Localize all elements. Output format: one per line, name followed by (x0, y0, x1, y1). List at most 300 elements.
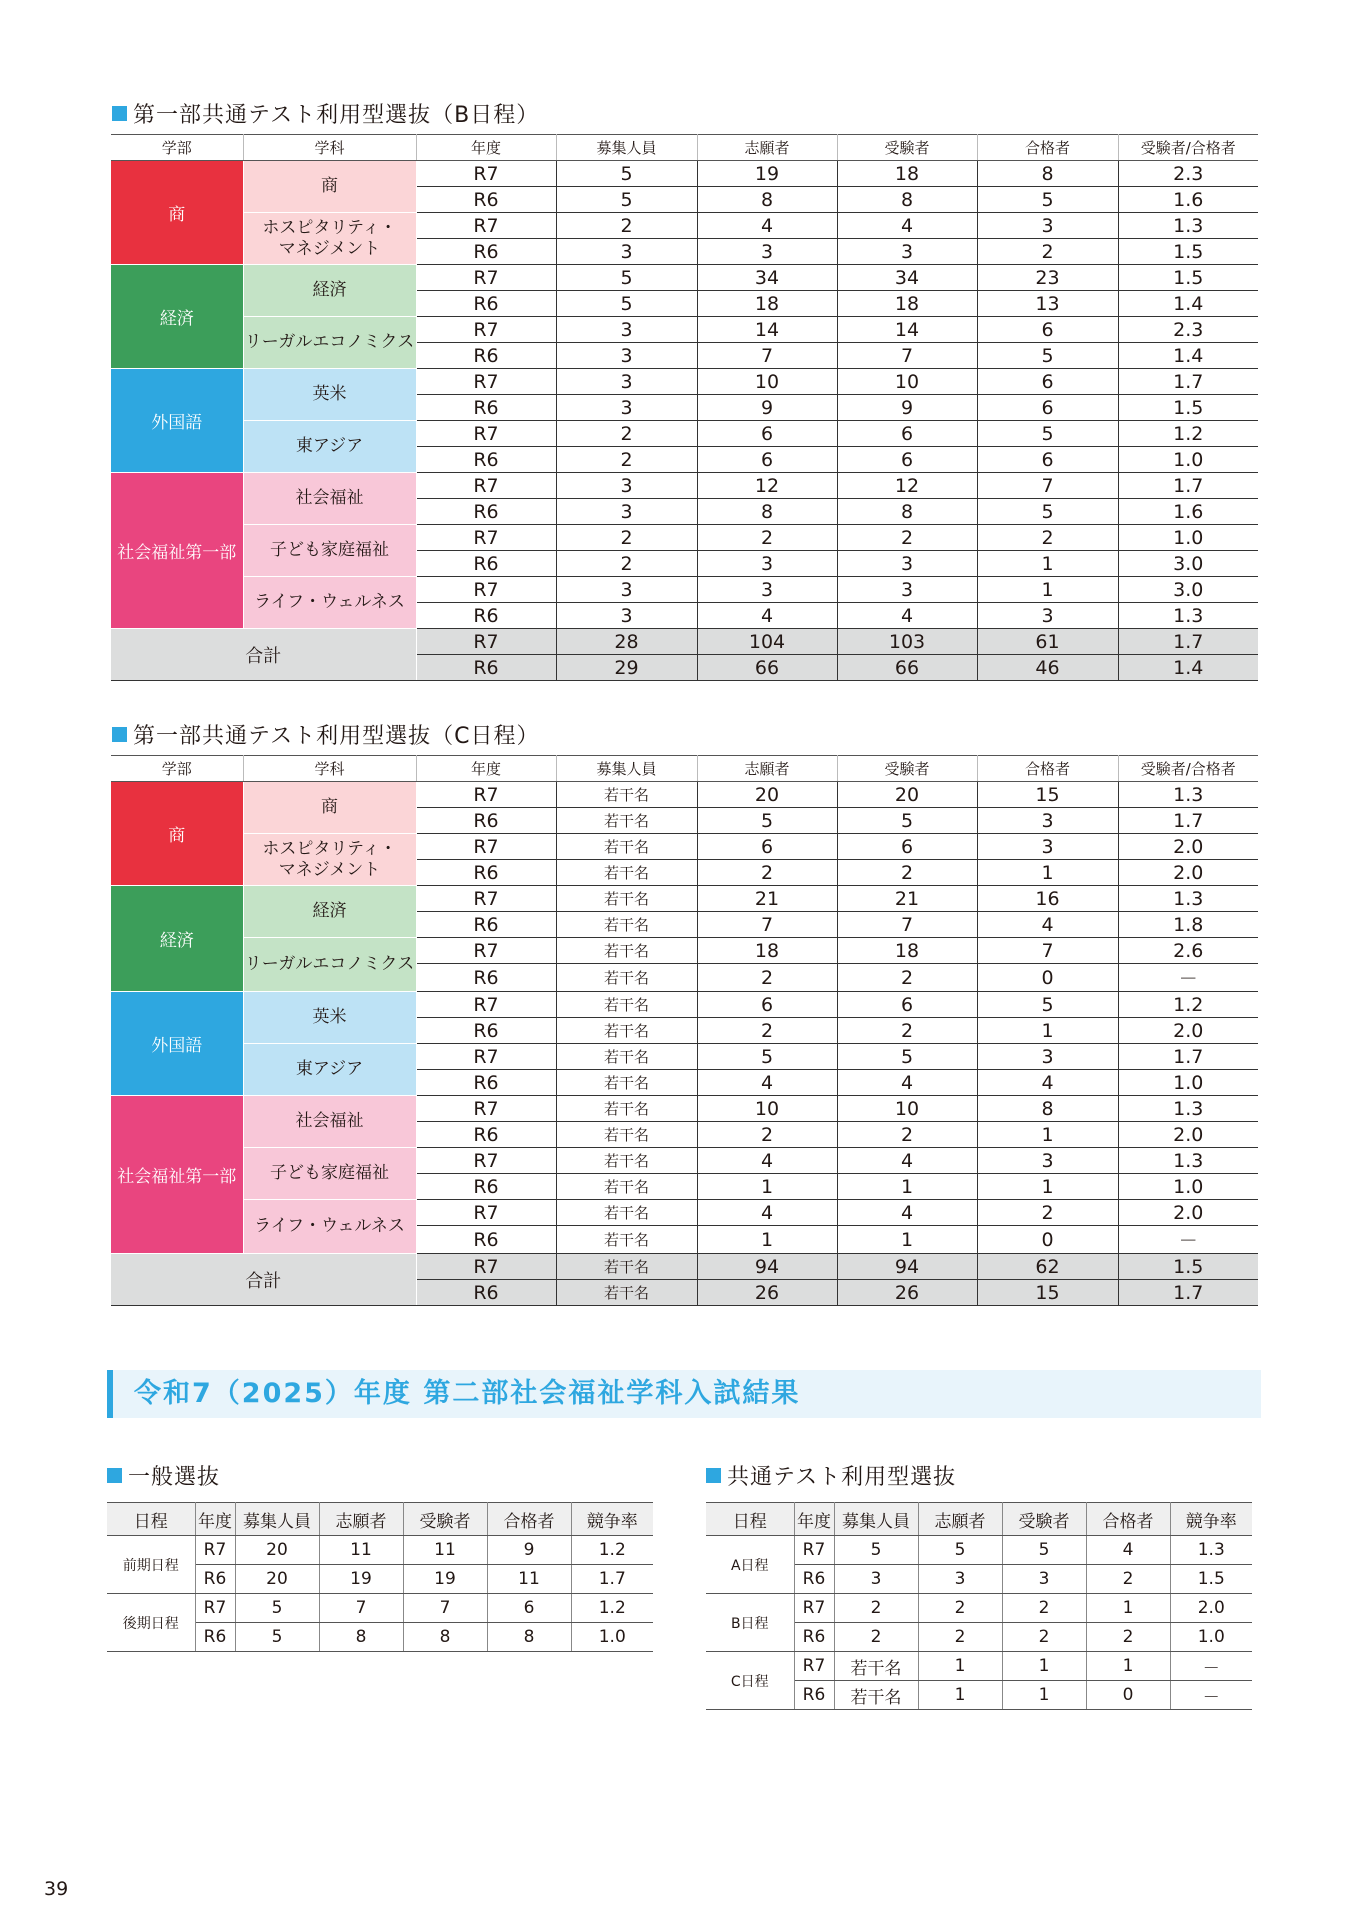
data-cell: 2 (1002, 1623, 1086, 1652)
data-cell: R7 (416, 1096, 556, 1122)
data-cell: R7 (794, 1536, 834, 1565)
data-cell: 3 (697, 239, 837, 265)
table-row (706, 1594, 1252, 1623)
data-cell: 18 (697, 938, 837, 964)
data-cell: 若干名 (556, 1096, 697, 1122)
department-cell: 経済 (243, 886, 416, 938)
department-cell: 経済 (243, 265, 416, 317)
data-cell: 6 (837, 447, 977, 473)
table-header-row (706, 1503, 1252, 1536)
data-cell: R6 (794, 1681, 834, 1710)
header-cell: 競争率 (571, 1503, 653, 1536)
department-cell: リーガルエコノミクス (243, 938, 416, 992)
data-cell: 若干名 (556, 938, 697, 964)
department-line: マネジメント (278, 859, 381, 880)
data-cell: 2 (834, 1623, 918, 1652)
data-cell: 5 (556, 291, 697, 317)
data-cell: R7 (416, 938, 556, 964)
data-cell: 9 (837, 395, 977, 421)
data-cell: 8 (319, 1623, 403, 1652)
data-cell: 18 (837, 938, 977, 964)
data-cell: 20 (837, 782, 977, 808)
data-cell: R6 (416, 239, 556, 265)
data-cell: 5 (235, 1594, 319, 1623)
data-cell: 若干名 (556, 1148, 697, 1174)
header-cell: 受験者/合格者 (1118, 135, 1258, 161)
department-cell: 東アジア (243, 1044, 416, 1096)
header-cell: 日程 (706, 1503, 794, 1536)
data-cell: － (1118, 964, 1258, 992)
data-cell: 5 (834, 1536, 918, 1565)
data-cell: 1.2 (1118, 992, 1258, 1018)
data-cell: 3 (977, 213, 1118, 239)
data-cell: R6 (416, 603, 556, 629)
header-cell: 志願者 (918, 1503, 1002, 1536)
data-cell: R6 (416, 964, 556, 992)
data-cell: 94 (697, 1254, 837, 1280)
data-cell: 若干名 (556, 912, 697, 938)
data-cell: 11 (403, 1536, 487, 1565)
common-heading (706, 1460, 956, 1491)
table-row (111, 577, 1258, 603)
data-cell: 若干名 (556, 1254, 697, 1280)
data-cell: R7 (416, 782, 556, 808)
table-row (111, 421, 1258, 447)
data-cell: 3 (556, 343, 697, 369)
schedule-cell: B日程 (706, 1594, 794, 1652)
data-cell: 1.6 (1118, 187, 1258, 213)
data-cell: 若干名 (556, 1174, 697, 1200)
data-cell: 4 (697, 603, 837, 629)
header-cell: 合格者 (977, 756, 1118, 782)
total-label: 合計 (111, 629, 416, 681)
data-cell: 2.3 (1118, 317, 1258, 343)
data-cell: 2 (837, 964, 977, 992)
data-cell: 2 (697, 860, 837, 886)
data-cell: 11 (319, 1536, 403, 1565)
schedule-cell: A日程 (706, 1536, 794, 1594)
data-cell: 2 (556, 213, 697, 239)
data-cell: 4 (697, 1200, 837, 1226)
faculty-cell: 外国語 (111, 369, 243, 473)
department-cell: 商 (243, 782, 416, 834)
data-cell: 1 (1002, 1652, 1086, 1681)
data-cell: 62 (977, 1254, 1118, 1280)
data-cell: R7 (416, 1044, 556, 1070)
data-cell: 1.7 (1118, 473, 1258, 499)
data-cell: 5 (556, 187, 697, 213)
header-cell: 募集人員 (556, 756, 697, 782)
data-cell: R6 (416, 499, 556, 525)
data-cell: 3 (556, 603, 697, 629)
common-title: 共通テスト利用型選抜 (727, 1465, 957, 1490)
data-cell: 1 (1086, 1652, 1170, 1681)
data-cell: 8 (697, 187, 837, 213)
section-c-title: 第一部共通テスト利用型選抜（C日程） (133, 724, 540, 749)
section-b-table (111, 134, 1258, 681)
data-cell: 6 (697, 447, 837, 473)
data-cell: 5 (977, 992, 1118, 1018)
data-cell: 1.0 (1118, 1070, 1258, 1096)
data-cell: 6 (977, 369, 1118, 395)
banner-accent-bar (107, 1370, 113, 1418)
data-cell: R7 (416, 629, 556, 655)
department-cell: 東アジア (243, 421, 416, 473)
data-cell: 1 (697, 1226, 837, 1254)
data-cell: 10 (697, 1096, 837, 1122)
department-cell: 子ども家庭福祉 (243, 1148, 416, 1200)
data-cell: R7 (416, 525, 556, 551)
data-cell: 1.2 (571, 1594, 653, 1623)
data-cell: 6 (837, 834, 977, 860)
data-cell: 3.0 (1118, 577, 1258, 603)
data-cell: 18 (697, 291, 837, 317)
data-cell: R6 (416, 1018, 556, 1044)
data-cell: 1.2 (1118, 421, 1258, 447)
data-cell: 若干名 (556, 964, 697, 992)
department-cell: 英米 (243, 992, 416, 1044)
table-row (111, 213, 1258, 239)
department-cell: ライフ・ウェルネス (243, 1200, 416, 1254)
data-cell: 5 (977, 343, 1118, 369)
data-cell: 1.7 (1118, 369, 1258, 395)
data-cell: 6 (977, 395, 1118, 421)
department-cell: 英米 (243, 369, 416, 421)
general-title: 一般選抜 (128, 1465, 221, 1490)
data-cell: 6 (697, 834, 837, 860)
schedule-cell: C日程 (706, 1652, 794, 1710)
data-cell: 1.3 (1118, 603, 1258, 629)
data-cell: 4 (977, 912, 1118, 938)
data-cell: R7 (416, 1254, 556, 1280)
header-cell: 募集人員 (556, 135, 697, 161)
data-cell: 2 (697, 525, 837, 551)
header-cell: 受験者 (837, 135, 977, 161)
faculty-cell: 外国語 (111, 992, 243, 1096)
data-cell: 3 (556, 369, 697, 395)
department-cell: 子ども家庭福祉 (243, 525, 416, 577)
data-cell: 1 (977, 551, 1118, 577)
general-table (107, 1502, 653, 1652)
table-row (107, 1536, 653, 1565)
data-cell: 5 (697, 808, 837, 834)
table-row (111, 992, 1258, 1018)
table-row (111, 1044, 1258, 1070)
data-cell: 2 (697, 1122, 837, 1148)
data-cell: 7 (977, 473, 1118, 499)
data-cell: 2 (837, 525, 977, 551)
data-cell: 4 (1086, 1536, 1170, 1565)
department-cell: ライフ・ウェルネス (243, 577, 416, 629)
data-cell: 2 (556, 421, 697, 447)
data-cell: R7 (416, 421, 556, 447)
data-cell: R6 (416, 860, 556, 886)
data-cell: 6 (697, 421, 837, 447)
data-cell: 2 (837, 860, 977, 886)
data-cell: 1.5 (1170, 1565, 1252, 1594)
header-cell: 合格者 (487, 1503, 571, 1536)
data-cell: 8 (837, 187, 977, 213)
data-cell: R7 (416, 369, 556, 395)
table-row (111, 317, 1258, 343)
data-cell: 1.3 (1118, 1148, 1258, 1174)
data-cell: 0 (977, 964, 1118, 992)
department-cell (243, 213, 416, 265)
data-cell: 2 (977, 525, 1118, 551)
faculty-cell: 商 (111, 782, 243, 886)
data-cell: 5 (235, 1623, 319, 1652)
data-cell: 3 (697, 551, 837, 577)
data-cell: 2 (837, 1018, 977, 1044)
data-cell: 2 (1086, 1565, 1170, 1594)
data-cell: 28 (556, 629, 697, 655)
table-row (111, 1096, 1258, 1122)
data-cell: 20 (697, 782, 837, 808)
data-cell: R7 (416, 1148, 556, 1174)
header-cell: 学部 (111, 135, 243, 161)
data-cell: 1.7 (1118, 1044, 1258, 1070)
table-row (111, 938, 1258, 964)
header-cell: 日程 (107, 1503, 195, 1536)
data-cell: R7 (416, 1200, 556, 1226)
section-c-table (111, 755, 1258, 1306)
data-cell: 3 (556, 239, 697, 265)
header-cell: 合格者 (977, 135, 1118, 161)
data-cell: 2 (697, 964, 837, 992)
square-bullet-icon (107, 1468, 122, 1483)
data-cell: R6 (416, 551, 556, 577)
data-cell: 15 (977, 1280, 1118, 1306)
data-cell: 若干名 (556, 1044, 697, 1070)
table-row (111, 782, 1258, 808)
data-cell: R6 (416, 808, 556, 834)
data-cell: 3 (837, 551, 977, 577)
data-cell: 21 (837, 886, 977, 912)
table-row (706, 1652, 1252, 1681)
table-header-row (111, 135, 1258, 161)
data-cell: R6 (416, 1280, 556, 1306)
data-cell: R6 (416, 395, 556, 421)
square-bullet-icon (112, 106, 127, 121)
table-row (111, 161, 1258, 187)
total-label: 合計 (111, 1254, 416, 1306)
data-cell: 若干名 (556, 860, 697, 886)
data-cell: 7 (837, 912, 977, 938)
data-cell: 2 (977, 1200, 1118, 1226)
data-cell: 3 (556, 577, 697, 603)
data-cell: R6 (794, 1565, 834, 1594)
data-cell: 3 (837, 239, 977, 265)
data-cell: 6 (837, 992, 977, 1018)
data-cell: 34 (697, 265, 837, 291)
header-cell: 年度 (416, 135, 556, 161)
data-cell: 2 (837, 1122, 977, 1148)
data-cell: R6 (416, 912, 556, 938)
data-cell: 3 (556, 473, 697, 499)
data-cell: 34 (837, 265, 977, 291)
data-cell: 4 (697, 213, 837, 239)
department-line: ホスピタリティ・ (262, 217, 397, 238)
schedule-cell: 前期日程 (107, 1536, 195, 1594)
data-cell: R7 (195, 1594, 235, 1623)
data-cell: 若干名 (556, 886, 697, 912)
faculty-cell: 経済 (111, 886, 243, 992)
data-cell: 2 (556, 551, 697, 577)
data-cell: 若干名 (556, 1200, 697, 1226)
data-cell: R7 (416, 886, 556, 912)
table-row (111, 1148, 1258, 1174)
table-row (111, 834, 1258, 860)
data-cell: 1.5 (1118, 1254, 1258, 1280)
data-cell: R7 (416, 834, 556, 860)
data-cell: 9 (697, 395, 837, 421)
data-cell: 1.5 (1118, 265, 1258, 291)
page-number: 39 (44, 1878, 69, 1900)
data-cell: 2 (977, 239, 1118, 265)
faculty-cell: 社会福祉第一部 (111, 1096, 243, 1254)
data-cell: R6 (416, 1226, 556, 1254)
data-cell: 1.3 (1170, 1536, 1252, 1565)
header-cell: 受験者 (1002, 1503, 1086, 1536)
header-cell: 受験者 (403, 1503, 487, 1536)
data-cell: 18 (837, 161, 977, 187)
department-cell: 商 (243, 161, 416, 213)
data-cell: 1.3 (1118, 213, 1258, 239)
department-cell: リーガルエコノミクス (243, 317, 416, 369)
data-cell: 若干名 (834, 1681, 918, 1710)
data-cell: 1.0 (1118, 447, 1258, 473)
data-cell: 10 (697, 369, 837, 395)
data-cell: 2 (918, 1594, 1002, 1623)
data-cell: 66 (837, 655, 977, 681)
data-cell: 1.2 (571, 1536, 653, 1565)
data-cell: 1 (977, 860, 1118, 886)
data-cell: 2.6 (1118, 938, 1258, 964)
department-cell: 社会福祉 (243, 473, 416, 525)
data-cell: 29 (556, 655, 697, 681)
data-cell: 7 (977, 938, 1118, 964)
data-cell: 2 (556, 525, 697, 551)
data-cell: 11 (487, 1565, 571, 1594)
data-cell: 2.0 (1118, 1122, 1258, 1148)
data-cell: 3 (977, 1148, 1118, 1174)
data-cell: 13 (977, 291, 1118, 317)
data-cell: 3 (697, 577, 837, 603)
data-cell: 5 (977, 499, 1118, 525)
data-cell: 16 (977, 886, 1118, 912)
data-cell: R6 (794, 1623, 834, 1652)
faculty-cell: 商 (111, 161, 243, 265)
data-cell: 3 (837, 577, 977, 603)
data-cell: 1.5 (1118, 395, 1258, 421)
data-cell: 6 (977, 317, 1118, 343)
general-heading (107, 1460, 220, 1491)
department-line: マネジメント (278, 238, 381, 259)
table-row (107, 1594, 653, 1623)
data-cell: 8 (487, 1623, 571, 1652)
table-header-row (111, 756, 1258, 782)
data-cell: 若干名 (556, 782, 697, 808)
data-cell: 1.7 (571, 1565, 653, 1594)
data-cell: R7 (794, 1594, 834, 1623)
data-cell: 3 (556, 395, 697, 421)
header-cell: 志願者 (697, 135, 837, 161)
data-cell: － (1118, 1226, 1258, 1254)
data-cell: 4 (977, 1070, 1118, 1096)
square-bullet-icon (112, 727, 127, 742)
data-cell: 14 (697, 317, 837, 343)
total-row (111, 629, 1258, 655)
data-cell: R7 (794, 1652, 834, 1681)
data-cell: 1.0 (571, 1623, 653, 1652)
data-cell: R6 (416, 1174, 556, 1200)
total-row (111, 1254, 1258, 1280)
data-cell: 0 (977, 1226, 1118, 1254)
data-cell: 1 (977, 1122, 1118, 1148)
data-cell: 9 (487, 1536, 571, 1565)
table-row (111, 886, 1258, 912)
data-cell: 2.0 (1170, 1594, 1252, 1623)
data-cell: 103 (837, 629, 977, 655)
data-cell: 0 (1086, 1681, 1170, 1710)
data-cell: 1.3 (1118, 886, 1258, 912)
data-cell: 7 (697, 343, 837, 369)
data-cell: 1.3 (1118, 782, 1258, 808)
data-cell: 2 (556, 447, 697, 473)
header-cell: 志願者 (319, 1503, 403, 1536)
data-cell: 2.0 (1118, 834, 1258, 860)
data-cell: R7 (416, 473, 556, 499)
data-cell: 4 (837, 1070, 977, 1096)
data-cell: 1.0 (1170, 1623, 1252, 1652)
data-cell: R7 (416, 992, 556, 1018)
data-cell: R6 (416, 1122, 556, 1148)
data-cell: 若干名 (556, 1018, 697, 1044)
table-row (706, 1536, 1252, 1565)
section-b-heading (112, 98, 539, 129)
data-cell: R7 (416, 265, 556, 291)
data-cell: 8 (403, 1623, 487, 1652)
data-cell: R6 (195, 1565, 235, 1594)
data-cell: 6 (977, 447, 1118, 473)
data-cell: 1 (918, 1652, 1002, 1681)
data-cell: 8 (977, 1096, 1118, 1122)
data-cell: 10 (837, 1096, 977, 1122)
data-cell: 6 (697, 992, 837, 1018)
department-line: ホスピタリティ・ (262, 838, 397, 859)
data-cell: 5 (918, 1536, 1002, 1565)
data-cell: 1 (837, 1226, 977, 1254)
data-cell: 6 (487, 1594, 571, 1623)
data-cell: 4 (697, 1148, 837, 1174)
data-cell: 3 (977, 603, 1118, 629)
data-cell: 4 (837, 213, 977, 239)
table-row (111, 369, 1258, 395)
header-cell: 年度 (195, 1503, 235, 1536)
data-cell: 1 (1002, 1681, 1086, 1710)
data-cell: 5 (556, 265, 697, 291)
data-cell: 若干名 (556, 1122, 697, 1148)
data-cell: R7 (416, 577, 556, 603)
data-cell: 1.7 (1118, 808, 1258, 834)
data-cell: 4 (837, 603, 977, 629)
data-cell: 2 (1002, 1594, 1086, 1623)
data-cell: R7 (195, 1536, 235, 1565)
data-cell: R6 (416, 447, 556, 473)
data-cell: 1.8 (1118, 912, 1258, 938)
data-cell: 若干名 (556, 1280, 697, 1306)
data-cell: 1.4 (1118, 343, 1258, 369)
